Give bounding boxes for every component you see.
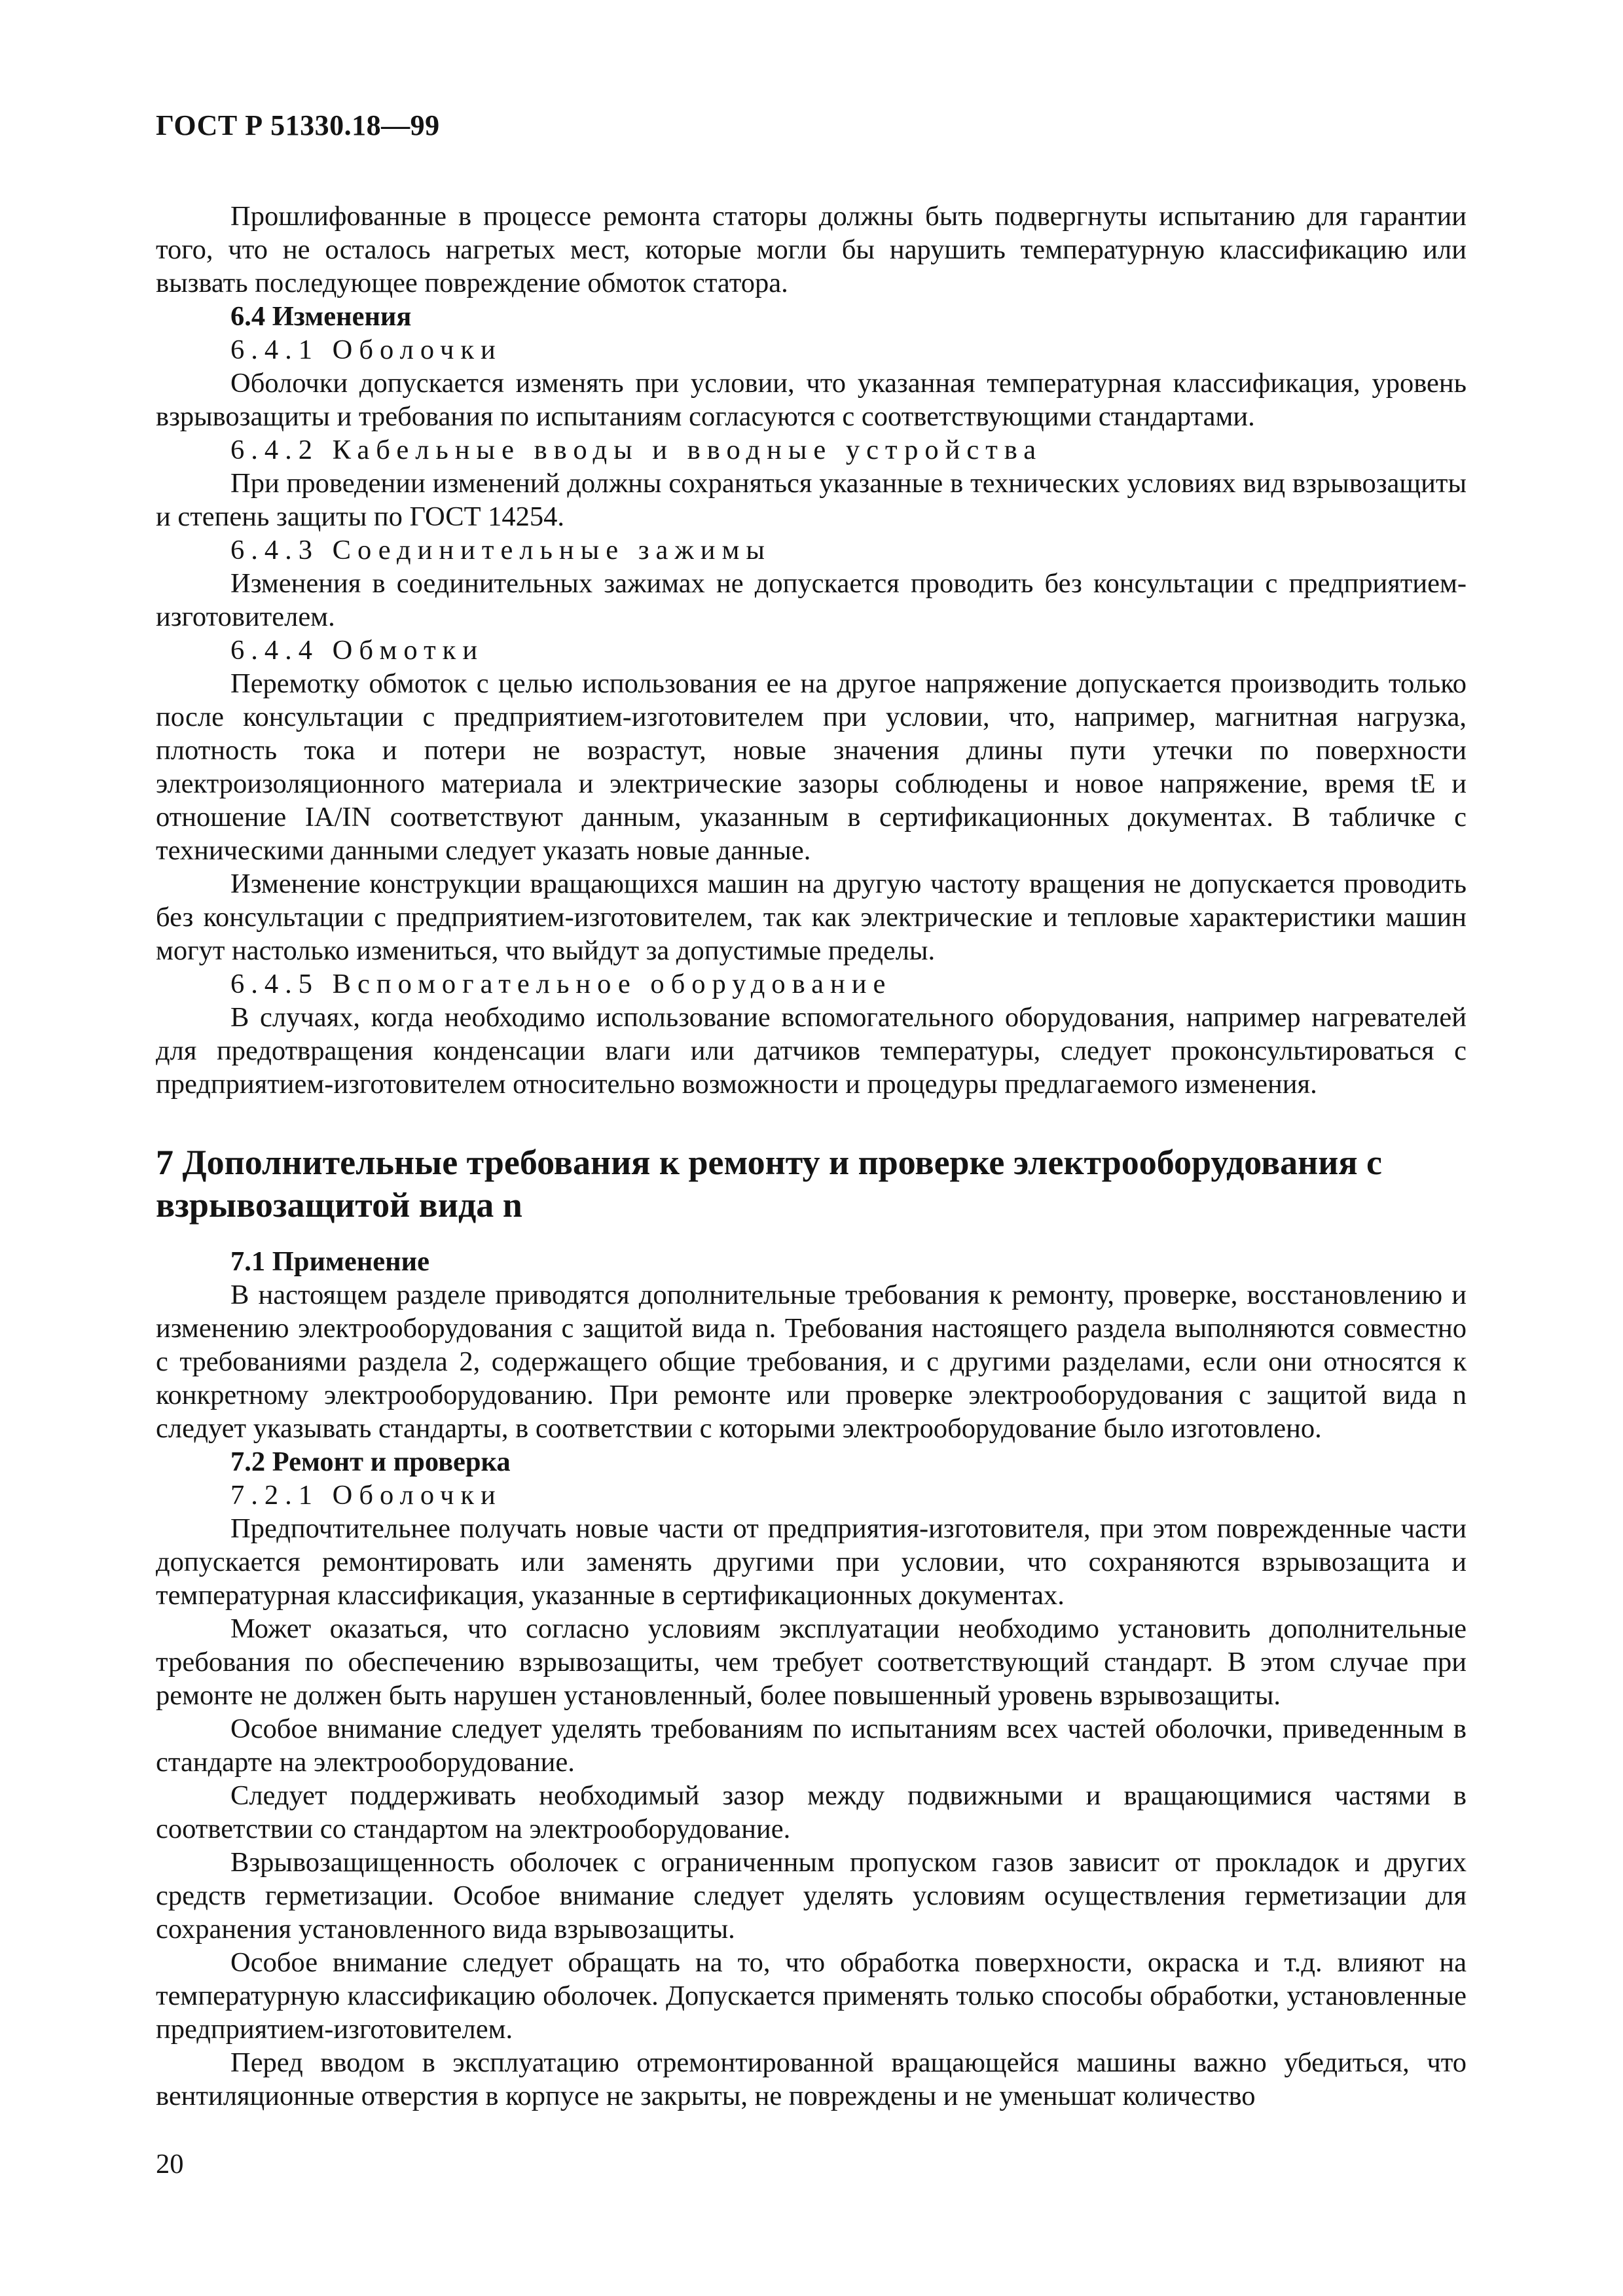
section-heading: 7.2 Ремонт и проверка xyxy=(230,1446,511,1477)
subsection-title: Оболочки xyxy=(332,334,502,365)
subsection-heading xyxy=(156,433,1467,467)
subsection-number: 6.4.4 xyxy=(230,635,319,666)
paragraph: Предпочтительнее получать новые части от предприятия-изготовителя, при этом поврежденные части допускается ремонтировать или заменять другими при условии, что сохраняются взрывозащита и температурная классификация, указанные в сертификационных документах. xyxy=(156,1513,1467,1611)
subsection-title: Соединительные зажимы xyxy=(332,535,771,565)
paragraph: Прошлифованные в процессе ремонта статоры должны быть подвергнуты испытанию для гарантии того, что не осталось нагретых мест, которые могли бы нарушить температурную классификацию или вызвать последующее повреждение обмоток статора. xyxy=(156,201,1467,298)
subsection-title: Оболочки xyxy=(332,1480,502,1511)
chapter-heading: 7 Дополнительные требования к ремонту и проверке электрооборудования с взрывозащитой вида n xyxy=(156,1143,1383,1225)
subsection-title: Обмотки xyxy=(332,635,484,666)
subsection-number: 6.4.3 xyxy=(230,535,319,565)
subsection-heading xyxy=(156,533,1467,567)
subsection-number: 6.4.1 xyxy=(230,334,319,365)
paragraph: При проведении изменений должны сохраняться указанные в технических условиях вид взрывозащиты и степень защиты по ГОСТ 14254. xyxy=(156,468,1467,532)
paragraph: Перемотку обмоток с целью использования ее на другое напряжение допускается производить только после консультации с предприятием-изготовителем при условии, что, например, магнитная нагрузка, плотность тока и потери не возрастут, новые значения длины пути утечки по поверхности электроизоляционного материала и электрические зазоры соблюдены и новое напряжение, время tE и отношение IA/IN соответствуют данным, указанным в сертификационных документах. В табличке с техническими данными следует указать новые данные. xyxy=(156,668,1467,866)
subsection-title: Вспомогательное оборудование xyxy=(332,969,892,999)
subsection-heading xyxy=(156,967,1467,1001)
document-page xyxy=(156,98,1467,2113)
document-header: ГОСТ Р 51330.18—99 xyxy=(156,109,440,141)
paragraph: Взрывозащищенность оболочек с ограниченным пропуском газов зависит от прокладок и других средств герметизации. Особое внимание следует уделять условиям осуществления герметизации для сохранения установленного вида взрывозащиты. xyxy=(156,1847,1467,1945)
paragraph: Может оказаться, что согласно условиям эксплуатации необходимо установить дополнительные требования по обеспечению взрывозащиты, чем требует соответствующий стандарт. В этом случае при ремонте не должен быть нарушен установленный, более повышенный уровень взрывозащиты. xyxy=(156,1613,1467,1711)
paragraph: Перед вводом в эксплуатацию отремонтированной вращающейся машины важно убедиться, что вентиляционные отверстия в корпусе не закрыты, не повреждены и не уменьшат количество xyxy=(156,2047,1467,2111)
paragraph: Следует поддерживать необходимый зазор между подвижными и вращающимися частями в соответствии со стандартом на электрооборудование. xyxy=(156,1780,1467,1844)
paragraph: В случаях, когда необходимо использование вспомогательного оборудования, например нагревателей для предотвращения конденсации влаги или датчиков температуры, следует проконсультироваться с предприятием-изготовителем относительно возможности и процедуры предлагаемого изменения. xyxy=(156,1002,1467,1100)
page-number: 20 xyxy=(156,2149,184,2179)
subsection-title: Кабельные вводы и вводные устройства xyxy=(332,435,1043,465)
subsection-number: 7.2.1 xyxy=(230,1480,319,1511)
paragraph: Особое внимание следует уделять требованиям по испытаниям всех частей оболочки, приведенным в стандарте на электрооборудование. xyxy=(156,1713,1467,1778)
subsection-heading xyxy=(156,634,1467,667)
paragraph: Изменение конструкции вращающихся машин на другую частоту вращения не допускается проводить без консультации с предприятием-изготовителем, так как электрические и тепловые характеристики машин могут настолько измениться, что выйдут за допустимые пределы. xyxy=(156,869,1467,966)
paragraph: В настоящем разделе приводятся дополнительные требования к ремонту, проверке, восстановлению и изменению электрооборудования с защитой вида n. Требования настоящего раздела выполняются совместно с требованиями раздела 2, содержащего общие требования, и с другими разделами, если они относятся к конкретному электрооборудованию. При ремонте или проверке электрооборудования с защитой вида n следует указывать стандарты, в соответствии с которыми электрооборудование было изготовлено. xyxy=(156,1280,1467,1444)
paragraph: Оболочки допускается изменять при условии, что указанная температурная классификация, уровень взрывозащиты и требования по испытаниям согласуются с соответствующими стандартами. xyxy=(156,368,1467,432)
subsection-number: 6.4.5 xyxy=(230,969,319,999)
paragraph: Изменения в соединительных зажимах не допускается проводить без консультации с предприятием-изготовителем. xyxy=(156,568,1467,632)
subsection-number: 6.4.2 xyxy=(230,435,319,465)
subsection-heading xyxy=(156,1479,1467,1512)
section-heading: 7.1 Применение xyxy=(230,1246,429,1277)
section-heading: 6.4 Изменения xyxy=(230,301,412,332)
paragraph: Особое внимание следует обращать на то, что обработка поверхности, окраска и т.д. влияют на температурную классификацию оболочек. Допускается применять только способы обработки, установленные предприятием-изготовителем. xyxy=(156,1947,1467,2045)
subsection-heading xyxy=(156,333,1467,367)
